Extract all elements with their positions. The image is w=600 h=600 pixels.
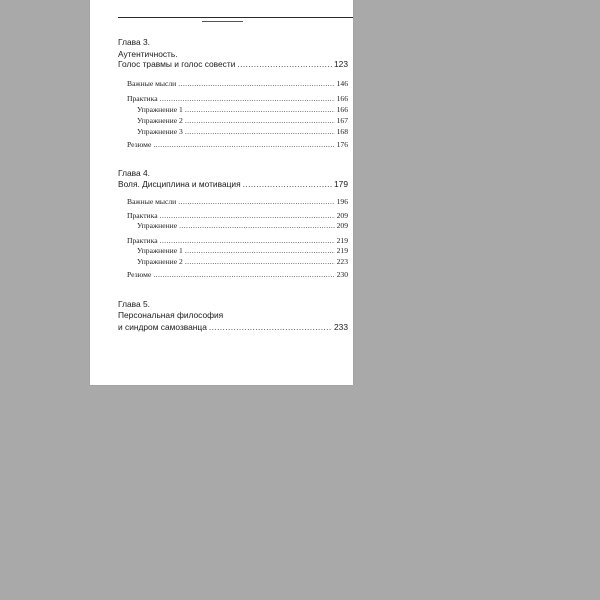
toc-entry — [137, 246, 348, 256]
toc-entry — [137, 221, 348, 231]
leader-dots — [153, 140, 334, 150]
entry-label: Упражнение — [137, 221, 178, 230]
page-number: 166 — [336, 94, 348, 103]
leader-dots — [160, 94, 335, 104]
page-number: 176 — [336, 140, 348, 149]
chapter-3-label: Глава 3. — [118, 37, 150, 47]
book-page — [90, 0, 353, 385]
entry-label: Практика — [127, 211, 158, 220]
entry-label: Важные мысли — [127, 197, 177, 206]
leader-dots — [237, 59, 332, 70]
chapter-5-title-line1: Персональная философия — [118, 310, 224, 320]
top-rule — [118, 17, 353, 18]
toc-entry — [127, 236, 348, 246]
entry-label: Упражнение 2 — [137, 116, 183, 125]
leader-dots — [153, 270, 334, 280]
entry-label: Важные мысли — [127, 79, 177, 88]
leader-dots — [185, 246, 335, 256]
entry-label: Резюме — [127, 140, 152, 149]
page-number: 230 — [336, 270, 348, 279]
chapter-4-entry — [118, 179, 348, 190]
leader-dots — [185, 105, 335, 115]
chapter-4-title: Воля. Дисциплина и мотивация — [118, 179, 241, 189]
page-number: 233 — [334, 322, 348, 332]
entry-label: Резюме — [127, 270, 152, 279]
page-number: 219 — [336, 246, 348, 255]
page-number: 196 — [336, 197, 348, 206]
leader-dots — [160, 236, 335, 246]
page-number: 179 — [334, 179, 348, 189]
chapter-5-label: Глава 5. — [118, 299, 150, 309]
chapter-3-title-line1: Аутентичность. — [118, 49, 178, 59]
toc-entry — [127, 211, 348, 221]
entry-label: Упражнение 3 — [137, 127, 183, 136]
toc-entry — [137, 127, 348, 137]
leader-dots — [243, 179, 332, 190]
leader-dots — [178, 197, 334, 207]
leader-dots — [209, 322, 332, 333]
chapter-5-title-line2: и синдром самозванца — [118, 322, 207, 332]
page-number: 219 — [336, 236, 348, 245]
leader-dots — [160, 211, 335, 221]
leader-dots — [185, 116, 335, 126]
page-number: 123 — [334, 59, 348, 69]
chapter-4-label: Глава 4. — [118, 168, 150, 178]
chapter-5-entry — [118, 322, 348, 333]
page-number: 167 — [336, 116, 348, 125]
page-number: 209 — [336, 221, 348, 230]
chapter-3-entry — [118, 59, 348, 70]
toc-entry — [137, 105, 348, 115]
page-number: 166 — [336, 105, 348, 114]
toc-entry — [137, 116, 348, 126]
toc-entry — [137, 257, 348, 267]
entry-label: Упражнение 2 — [137, 257, 183, 266]
page-number: 209 — [336, 211, 348, 220]
entry-label: Практика — [127, 236, 158, 245]
chapter-3-title-line2: Голос травмы и голос совести — [118, 59, 236, 69]
page-number: 146 — [336, 79, 348, 88]
toc-entry — [127, 79, 348, 89]
leader-dots — [179, 221, 334, 231]
toc-entry — [127, 140, 348, 150]
leader-dots — [185, 257, 335, 267]
toc-entry — [127, 197, 348, 207]
entry-label: Упражнение 1 — [137, 105, 183, 114]
toc-entry — [127, 94, 348, 104]
entry-label: Упражнение 1 — [137, 246, 183, 255]
entry-label: Практика — [127, 94, 158, 103]
page-number: 168 — [336, 127, 348, 136]
leader-dots — [185, 127, 335, 137]
top-rule-accent — [202, 21, 243, 22]
leader-dots — [178, 79, 334, 89]
page-number: 223 — [336, 257, 348, 266]
toc-entry — [127, 270, 348, 280]
